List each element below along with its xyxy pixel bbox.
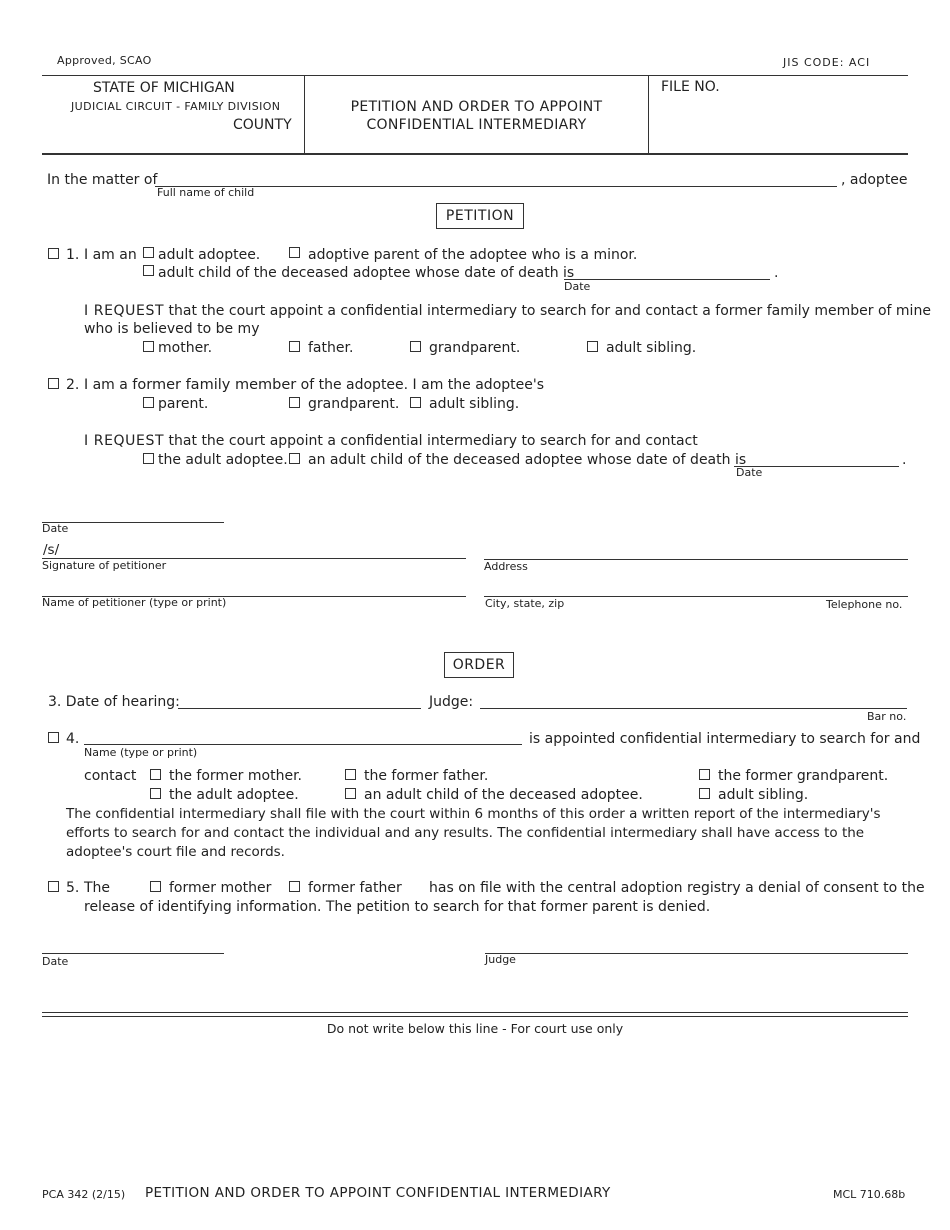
adult-adoptee-checkbox[interactable]: [143, 247, 154, 258]
intermediary-name-field[interactable]: [84, 744, 522, 745]
petition-date-label: Date: [42, 522, 69, 535]
child-name-sublabel: Full name of child: [157, 186, 255, 199]
court-use-note: Do not write below this line - For court use only: [326, 1021, 624, 1036]
item1-number: 1.: [66, 247, 80, 263]
item5-text-line1: has on file with the central adoption registry a denial of consent to the: [429, 880, 925, 896]
order-heading: ORDER: [444, 652, 514, 678]
item5-text-line2: release of identifying information. The petition to search for that former parent is denied.: [84, 899, 711, 915]
item2-checkbox[interactable]: [48, 378, 59, 389]
mother-checkbox[interactable]: [143, 341, 154, 352]
former-mother-checkbox[interactable]: [150, 769, 161, 780]
judge-label: Judge:: [429, 694, 474, 710]
item1-request-line2: who is believed to be my: [84, 321, 260, 337]
item2-grandparent-checkbox[interactable]: [289, 397, 300, 408]
intermediary-name-label: Name (type or print): [84, 746, 198, 759]
item2-text: I am a former family member of the adoptee. I am the adoptee's: [84, 377, 545, 393]
item5-number: 5.: [66, 880, 80, 896]
order-adult-child-checkbox[interactable]: [345, 788, 356, 799]
order-date-field[interactable]: [42, 953, 224, 954]
adult-child-checkbox[interactable]: [143, 265, 154, 276]
item2-grandparent-label: grandparent.: [308, 396, 400, 412]
contact-label: contact: [84, 768, 137, 784]
item4-checkbox[interactable]: [48, 732, 59, 743]
item1-i-am-an: I am an: [84, 247, 137, 263]
former-grandparent-label: the former grandparent.: [718, 768, 889, 784]
item2-adult-adoptee-checkbox[interactable]: [143, 453, 154, 464]
mcl-reference: MCL 710.68b: [833, 1188, 906, 1201]
item4-number: 4.: [66, 731, 80, 747]
adoptive-parent-label: adoptive parent of the adoptee who is a minor.: [308, 247, 638, 263]
item1-period: .: [774, 265, 779, 281]
former-grandparent-checkbox[interactable]: [699, 769, 710, 780]
former-father-label: the former father.: [364, 768, 489, 784]
item2-adult-child-checkbox[interactable]: [289, 453, 300, 464]
former-father-checkbox[interactable]: [345, 769, 356, 780]
header-divider-1: [304, 76, 305, 154]
father-checkbox[interactable]: [289, 341, 300, 352]
signature-label: Signature of petitioner: [42, 559, 167, 572]
matter-label: In the matter of: [47, 172, 158, 188]
child-name-field[interactable]: [155, 186, 837, 187]
adult-sibling-label: adult sibling.: [606, 340, 697, 356]
intermediary-report-paragraph: The confidential intermediary shall file with the court within 6 months of this order a written report of the intermediary's efforts to search for and contact the individual and any results. The confidential intermediary shall have access to the adoptee's court file and records.: [66, 806, 881, 860]
parent-checkbox[interactable]: [143, 397, 154, 408]
item5-former-mother-label: former mother: [169, 880, 272, 896]
court-use-rule-2: [42, 1016, 908, 1017]
judge-field[interactable]: [480, 708, 907, 709]
mother-label: mother.: [158, 340, 213, 356]
form-number: PCA 342 (2/15): [42, 1188, 126, 1201]
item2-adult-sibling-label: adult sibling.: [429, 396, 520, 412]
order-adult-adoptee-label: the adult adoptee.: [169, 787, 299, 803]
file-no-label: FILE NO.: [661, 79, 720, 95]
item5-checkbox[interactable]: [48, 881, 59, 892]
order-date-label: Date: [42, 955, 69, 968]
item2-adult-sibling-checkbox[interactable]: [410, 397, 421, 408]
item1-request: I REQUEST that the court appoint a confidential intermediary to search for and contact a former family member of mine: [84, 303, 931, 319]
header-bottom-rule: [42, 153, 908, 155]
appointed-text: is appointed confidential intermediary to search for and: [529, 731, 921, 747]
parent-label: parent.: [158, 396, 209, 412]
address-field[interactable]: [484, 559, 908, 560]
order-adult-adoptee-checkbox[interactable]: [150, 788, 161, 799]
adult-child-label: adult child of the deceased adoptee whose date of death is: [158, 265, 575, 281]
item2-adult-child-label: an adult child of the deceased adoptee whose date of death is: [308, 452, 747, 468]
footer-form-title: PETITION AND ORDER TO APPOINT CONFIDENTIAL INTERMEDIARY: [145, 1185, 611, 1201]
judge-signature-field[interactable]: [485, 953, 908, 954]
grandparent-checkbox[interactable]: [410, 341, 421, 352]
item1-checkbox[interactable]: [48, 248, 59, 259]
hearing-date-field[interactable]: [178, 708, 421, 709]
approved-label: Approved, SCAO: [57, 54, 152, 67]
jis-code: JIS CODE: ACI: [783, 56, 871, 69]
former-mother-label: the former mother.: [169, 768, 302, 784]
county-label: COUNTY: [233, 117, 292, 133]
item2-request: I REQUEST that the court appoint a confidential intermediary to search for and contact: [84, 433, 698, 449]
header-divider-2: [648, 76, 649, 154]
hearing-date-label: 3. Date of hearing:: [48, 694, 180, 710]
circuit-name: JUDICIAL CIRCUIT - FAMILY DIVISION: [71, 100, 281, 113]
petition-heading: PETITION: [436, 203, 524, 229]
item2-period: .: [902, 452, 907, 468]
item1-death-date-field[interactable]: [564, 279, 770, 280]
item5-the: The: [84, 880, 111, 896]
item5-former-mother-checkbox[interactable]: [150, 881, 161, 892]
order-adult-child-label: an adult child of the deceased adoptee.: [364, 787, 643, 803]
grandparent-label: grandparent.: [429, 340, 521, 356]
header-top-rule: [42, 75, 908, 76]
petition-date-field[interactable]: [42, 522, 224, 523]
item2-number: 2.: [66, 377, 80, 393]
item1-date-sublabel: Date: [564, 280, 591, 293]
address-label: Address: [484, 560, 528, 573]
form-title-line2: CONFIDENTIAL INTERMEDIARY: [366, 117, 587, 133]
order-adult-sibling-checkbox[interactable]: [699, 788, 710, 799]
adult-sibling-checkbox[interactable]: [587, 341, 598, 352]
adult-adoptee-label: adult adoptee.: [158, 247, 261, 263]
bar-no-label: Bar no.: [867, 710, 907, 723]
judge-signature-label: Judge: [485, 953, 516, 966]
item2-adult-adoptee-label: the adult adoptee.: [158, 452, 288, 468]
adoptive-parent-checkbox[interactable]: [289, 247, 300, 258]
signature-value: /s/: [43, 542, 60, 558]
form-title-line1: PETITION AND ORDER TO APPOINT: [350, 99, 603, 115]
state-name: STATE OF MICHIGAN: [93, 80, 235, 96]
telephone-label: Telephone no.: [826, 598, 903, 611]
city-state-zip-label: City, state, zip: [485, 597, 565, 610]
item5-former-father-checkbox[interactable]: [289, 881, 300, 892]
adoptee-suffix: , adoptee: [841, 172, 908, 188]
father-label: father.: [308, 340, 354, 356]
petitioner-name-label: Name of petitioner (type or print): [42, 596, 227, 609]
item5-former-father-label: former father: [308, 880, 402, 896]
order-adult-sibling-label: adult sibling.: [718, 787, 809, 803]
court-use-rule-1: [42, 1012, 908, 1013]
item2-date-sublabel: Date: [736, 466, 763, 479]
